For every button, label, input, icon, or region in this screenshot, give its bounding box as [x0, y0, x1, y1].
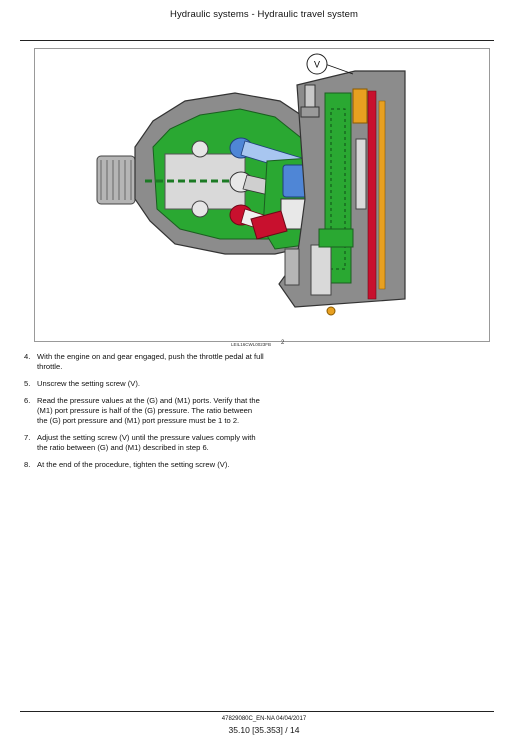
procedure-step [24, 460, 264, 470]
hydraulic-motor-illustration [35, 49, 489, 341]
procedure-step [24, 379, 264, 389]
figure-caption-code: LEIL16CWL0023FB [231, 342, 272, 347]
step-text: At the end of the procedure, tighten the setting screw (V). [37, 460, 230, 469]
step-number: 7. [24, 433, 31, 442]
step-number: 5. [24, 379, 31, 388]
step-number: 8. [24, 460, 31, 469]
hydraulic-motor-figure [34, 48, 490, 342]
procedure-step [24, 352, 264, 372]
footer-document-id: 47829080C_EN-NA 04/04/2017 [221, 716, 307, 722]
step-text: With the engine on and gear engaged, push the throttle pedal at full throttle. [37, 352, 264, 371]
procedure-step [24, 433, 264, 453]
callout-v-label: V [313, 59, 321, 70]
callout-v [307, 54, 327, 74]
figure-number: 2 [281, 340, 285, 346]
step-text: Adjust the setting screw (V) until the pressure values comply with the ratio between (G) and (M1) described in step 6. [37, 433, 256, 452]
step-number: 4. [24, 352, 31, 361]
step-text: Unscrew the setting screw (V). [37, 379, 140, 388]
step-number: 6. [24, 396, 31, 405]
step-text: Read the pressure values at the (G) and (M1) ports. Verify that the (M1) port pressure is half of the (G) pressure. The ratio between the (G) port pressure and (M1) port pressure must be 1 to 2. [37, 396, 260, 425]
output-shaft [97, 156, 135, 204]
page-header-title: Hydraulic systems - Hydraulic travel system [169, 9, 358, 20]
procedure-step [24, 396, 264, 426]
procedure-steps [24, 352, 264, 477]
footer-divider [20, 711, 494, 712]
header-divider [20, 40, 494, 41]
footer-page-reference: 35.10 [35.353] / 14 [228, 725, 300, 735]
